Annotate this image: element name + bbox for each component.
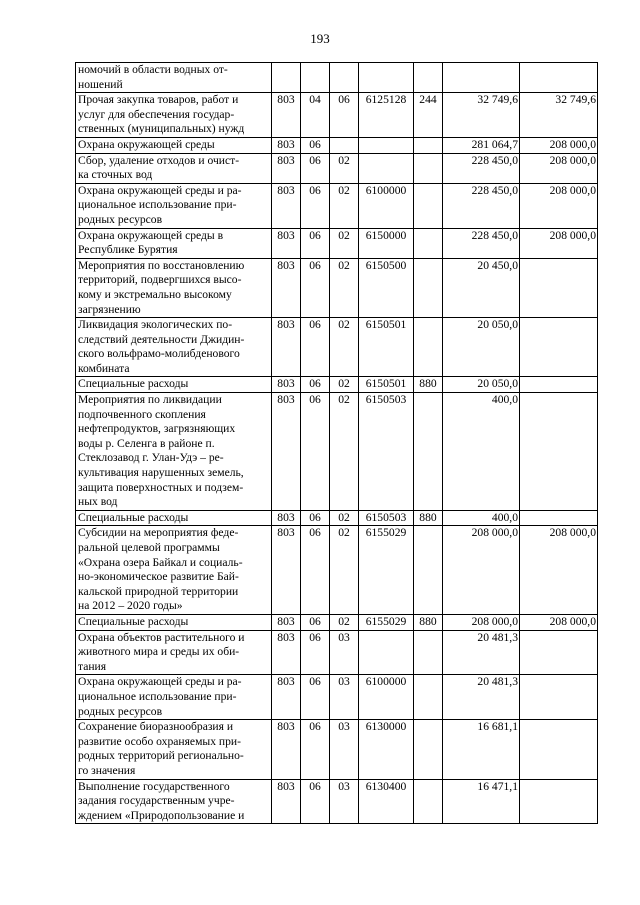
row-name-cell: [76, 137, 272, 153]
department-code-cell: 803: [272, 228, 301, 258]
amount-cell: 20 050,0: [443, 377, 520, 393]
department-code-cell: 803: [272, 614, 301, 630]
row-name-line: защита поверхностных и подзем-: [78, 480, 244, 494]
table-row: [76, 93, 598, 138]
row-name-cell: [76, 630, 272, 675]
amount-cell: 228 450,0: [443, 183, 520, 228]
expense-type-cell: [414, 63, 443, 93]
row-name-line: го значения: [78, 763, 136, 777]
budget-table: [75, 62, 598, 824]
department-code-cell: 803: [272, 779, 301, 824]
row-name-line: загрязнению: [78, 302, 141, 316]
row-name-line: Охрана объектов растительного и: [78, 630, 245, 644]
amount-federal-cell: 208 000,0: [520, 228, 598, 258]
target-article-cell: [359, 137, 414, 153]
row-name-line: циональное использование при-: [78, 198, 237, 212]
row-name-line: ношений: [78, 77, 123, 91]
row-name-cell: [76, 318, 272, 377]
row-name-line: номочий в области водных от-: [78, 63, 228, 76]
amount-cell: 400,0: [443, 393, 520, 511]
amount-cell: 281 064,7: [443, 137, 520, 153]
subsection-code-cell: 03: [330, 779, 359, 824]
expense-type-cell: 880: [414, 377, 443, 393]
subsection-code-cell: 03: [330, 675, 359, 720]
subsection-code-cell: 02: [330, 183, 359, 228]
target-article-cell: [359, 630, 414, 675]
subsection-code-cell: 02: [330, 318, 359, 377]
row-name-cell: [76, 779, 272, 824]
amount-cell: 208 000,0: [443, 614, 520, 630]
table-row: [76, 63, 598, 93]
expense-type-cell: 244: [414, 93, 443, 138]
department-code-cell: 803: [272, 630, 301, 675]
row-name-line: родных ресурсов: [78, 704, 163, 718]
amount-federal-cell: [520, 630, 598, 675]
subsection-code-cell: 06: [330, 93, 359, 138]
amount-cell: 32 749,6: [443, 93, 520, 138]
target-article-cell: 6100000: [359, 183, 414, 228]
table-row: [76, 675, 598, 720]
target-article-cell: 6155029: [359, 526, 414, 615]
subsection-code-cell: 03: [330, 720, 359, 779]
row-name-line: следствий деятельности Джидин-: [78, 332, 245, 346]
section-code-cell: 06: [301, 228, 330, 258]
row-name-line: Субсидии на мероприятия феде-: [78, 526, 239, 540]
department-code-cell: [272, 63, 301, 93]
row-name-line: ральной целевой программы: [78, 541, 220, 554]
row-name-cell: [76, 183, 272, 228]
row-name-line: кому и экстремально высокому: [78, 287, 232, 301]
section-code-cell: 04: [301, 93, 330, 138]
row-name-line: ка сточных вод: [78, 168, 153, 182]
table-row: [76, 630, 598, 675]
department-code-cell: 803: [272, 510, 301, 526]
department-code-cell: 803: [272, 377, 301, 393]
subsection-code-cell: 02: [330, 258, 359, 317]
table-row: [76, 526, 598, 615]
row-name-line: тания: [78, 659, 107, 673]
row-name-line: ственных (муниципальных) нужд: [78, 122, 245, 136]
page-number: 193: [310, 31, 330, 46]
section-code-cell: [301, 63, 330, 93]
row-name-cell: [76, 393, 272, 511]
expense-type-cell: [414, 720, 443, 779]
subsection-code-cell: [330, 137, 359, 153]
subsection-code-cell: 02: [330, 526, 359, 615]
amount-federal-cell: 208 000,0: [520, 137, 598, 153]
row-name-cell: [76, 377, 272, 393]
row-name-line: территорий, подвергшихся высо-: [78, 273, 242, 287]
row-name-line: Сохранение биоразнообразия и: [78, 720, 234, 734]
row-name-line: кальской природной территории: [78, 584, 239, 598]
section-code-cell: 06: [301, 137, 330, 153]
amount-cell: 208 000,0: [443, 526, 520, 615]
amount-federal-cell: [520, 675, 598, 720]
section-code-cell: 06: [301, 153, 330, 183]
row-name-line: Специальные расходы: [78, 510, 189, 524]
section-code-cell: 06: [301, 779, 330, 824]
expense-type-cell: [414, 630, 443, 675]
row-name-cell: [76, 153, 272, 183]
row-name-line: Специальные расходы: [78, 614, 189, 628]
row-name-cell: [76, 614, 272, 630]
row-name-line: на 2012 – 2020 годы»: [78, 599, 183, 613]
expense-type-cell: [414, 779, 443, 824]
row-name-line: культивация нарушенных земель,: [78, 466, 244, 480]
department-code-cell: 803: [272, 183, 301, 228]
section-code-cell: 06: [301, 318, 330, 377]
row-name-line: Сбор, удаление отходов и очист-: [78, 153, 240, 167]
section-code-cell: 06: [301, 614, 330, 630]
target-article-cell: [359, 153, 414, 183]
row-name-line: Стеклозавод г. Улан-Удэ – ре-: [78, 451, 224, 465]
section-code-cell: 06: [301, 630, 330, 675]
amount-cell: 16 681,1: [443, 720, 520, 779]
department-code-cell: 803: [272, 93, 301, 138]
section-code-cell: 06: [301, 720, 330, 779]
table-row: [76, 258, 598, 317]
row-name-line: циональное использование при-: [78, 689, 237, 703]
expense-type-cell: 880: [414, 614, 443, 630]
amount-federal-cell: [520, 63, 598, 93]
row-name-line: ского вольфрамо-молибденового: [78, 347, 240, 361]
section-code-cell: 06: [301, 526, 330, 615]
row-name-line: Ликвидация экологических по-: [78, 318, 233, 332]
table-row: [76, 720, 598, 779]
section-code-cell: 06: [301, 393, 330, 511]
section-code-cell: 06: [301, 675, 330, 720]
row-name-line: родных ресурсов: [78, 212, 163, 226]
table-row: [76, 228, 598, 258]
table-row: [76, 183, 598, 228]
subsection-code-cell: 02: [330, 377, 359, 393]
amount-cell: 400,0: [443, 510, 520, 526]
amount-federal-cell: [520, 779, 598, 824]
row-name-line: задания государственным учре-: [78, 794, 235, 808]
amount-federal-cell: [520, 510, 598, 526]
row-name-line: ных вод: [78, 495, 118, 509]
target-article-cell: 6150503: [359, 510, 414, 526]
amount-federal-cell: 208 000,0: [520, 183, 598, 228]
table-row: [76, 614, 598, 630]
row-name-line: воды р. Селенга в районе п.: [78, 436, 215, 450]
row-name-line: подпочвенного скопления: [78, 407, 206, 421]
target-article-cell: 6150503: [359, 393, 414, 511]
expense-type-cell: [414, 318, 443, 377]
subsection-code-cell: 02: [330, 153, 359, 183]
expense-type-cell: 880: [414, 510, 443, 526]
expense-type-cell: [414, 393, 443, 511]
row-name-line: животного мира и среды их оби-: [78, 645, 240, 659]
table-row: [76, 779, 598, 824]
row-name-line: Республике Бурятия: [78, 243, 178, 257]
row-name-line: Выполнение государственного: [78, 779, 230, 793]
target-article-cell: 6150501: [359, 377, 414, 393]
row-name-line: но-экономическое развитие Бай-: [78, 570, 239, 584]
row-name-line: родных территорий регионально-: [78, 749, 244, 763]
department-code-cell: 803: [272, 137, 301, 153]
expense-type-cell: [414, 153, 443, 183]
target-article-cell: 6130400: [359, 779, 414, 824]
row-name-line: Охрана окружающей среды в: [78, 228, 224, 242]
target-article-cell: 6130000: [359, 720, 414, 779]
subsection-code-cell: 02: [330, 510, 359, 526]
target-article-cell: 6150501: [359, 318, 414, 377]
row-name-cell: [76, 93, 272, 138]
row-name-line: Охрана окружающей среды: [78, 137, 215, 151]
department-code-cell: 803: [272, 720, 301, 779]
expense-type-cell: [414, 526, 443, 615]
table-row: [76, 318, 598, 377]
subsection-code-cell: 02: [330, 228, 359, 258]
row-name-cell: [76, 510, 272, 526]
department-code-cell: 803: [272, 258, 301, 317]
amount-cell: 20 481,3: [443, 630, 520, 675]
amount-federal-cell: [520, 720, 598, 779]
amount-federal-cell: 32 749,6: [520, 93, 598, 138]
row-name-line: ждением «Природопользование и: [78, 808, 245, 822]
row-name-cell: [76, 720, 272, 779]
table-row: [76, 510, 598, 526]
row-name-cell: [76, 63, 272, 93]
department-code-cell: 803: [272, 393, 301, 511]
row-name-cell: [76, 526, 272, 615]
row-name-line: Мероприятия по ликвидации: [78, 393, 222, 407]
expense-type-cell: [414, 258, 443, 317]
amount-federal-cell: [520, 258, 598, 317]
target-article-cell: 6125128: [359, 93, 414, 138]
row-name-line: «Охрана озера Байкал и социаль-: [78, 555, 243, 569]
row-name-line: Специальные расходы: [78, 377, 189, 391]
row-name-line: Охрана окружающей среды и ра-: [78, 675, 242, 689]
amount-federal-cell: 208 000,0: [520, 614, 598, 630]
subsection-code-cell: [330, 63, 359, 93]
section-code-cell: 06: [301, 377, 330, 393]
row-name-line: Охрана окружающей среды и ра-: [78, 183, 242, 197]
department-code-cell: 803: [272, 153, 301, 183]
department-code-cell: 803: [272, 675, 301, 720]
section-code-cell: 06: [301, 258, 330, 317]
subsection-code-cell: 02: [330, 614, 359, 630]
department-code-cell: 803: [272, 526, 301, 615]
row-name-cell: [76, 258, 272, 317]
expense-type-cell: [414, 183, 443, 228]
section-code-cell: 06: [301, 510, 330, 526]
amount-cell: 20 450,0: [443, 258, 520, 317]
row-name-line: комбината: [78, 361, 130, 375]
target-article-cell: 6150500: [359, 258, 414, 317]
amount-federal-cell: [520, 377, 598, 393]
expense-type-cell: [414, 675, 443, 720]
amount-cell: 228 450,0: [443, 228, 520, 258]
row-name-line: развитие особо охраняемых при-: [78, 734, 241, 748]
target-article-cell: 6155029: [359, 614, 414, 630]
amount-cell: 20 050,0: [443, 318, 520, 377]
subsection-code-cell: 03: [330, 630, 359, 675]
section-code-cell: 06: [301, 183, 330, 228]
amount-cell: 16 471,1: [443, 779, 520, 824]
target-article-cell: [359, 63, 414, 93]
expense-type-cell: [414, 137, 443, 153]
table-row: [76, 377, 598, 393]
row-name-line: Мероприятия по восстановлению: [78, 258, 245, 272]
department-code-cell: 803: [272, 318, 301, 377]
table-row: [76, 153, 598, 183]
table-row: [76, 137, 598, 153]
row-name-line: нефтепродуктов, загрязняющих: [78, 422, 236, 436]
table-row: [76, 393, 598, 511]
amount-cell: [443, 63, 520, 93]
target-article-cell: 6100000: [359, 675, 414, 720]
row-name-cell: [76, 675, 272, 720]
row-name-line: услуг для обеспечения государ-: [78, 107, 235, 121]
row-name-cell: [76, 228, 272, 258]
amount-cell: 228 450,0: [443, 153, 520, 183]
table-body: [76, 63, 598, 824]
amount-federal-cell: 208 000,0: [520, 526, 598, 615]
amount-federal-cell: 208 000,0: [520, 153, 598, 183]
row-name-line: Прочая закупка товаров, работ и: [78, 93, 239, 107]
target-article-cell: 6150000: [359, 228, 414, 258]
amount-federal-cell: [520, 393, 598, 511]
subsection-code-cell: 02: [330, 393, 359, 511]
amount-federal-cell: [520, 318, 598, 377]
amount-cell: 20 481,3: [443, 675, 520, 720]
expense-type-cell: [414, 228, 443, 258]
